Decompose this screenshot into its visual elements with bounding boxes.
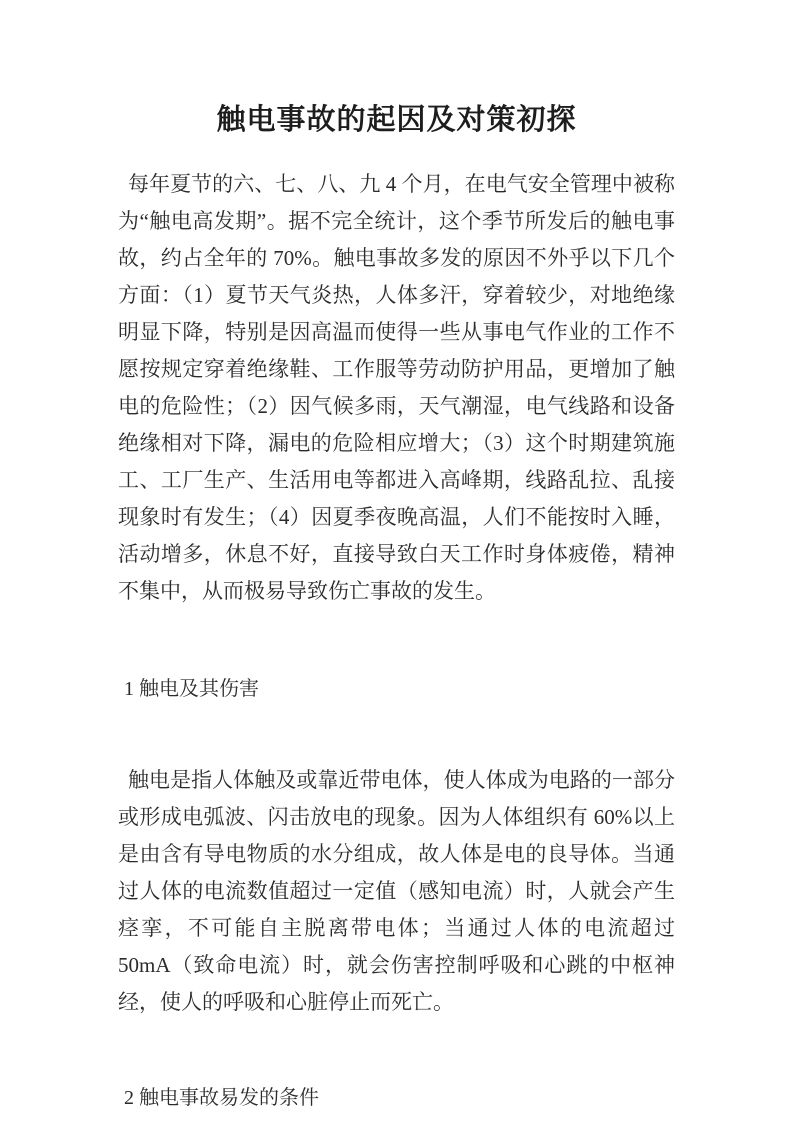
document-body bbox=[0, 166, 793, 1113]
section-heading-2-accident-prone-conditions: 2 触电事故易发的条件 bbox=[124, 1087, 319, 1109]
section-heading-1-electric-shock-and-injury: 1 触电及其伤害 bbox=[124, 678, 259, 700]
paragraph-intro-causes: 每年夏节的六、七、八、九 4 个月，在电气安全管理中被称为“触电高发期”。据不完全统计，这个季节所发后的触电事故，约占全年的 70%。触电事故多发的原因不外乎以下几个方面：（1）夏节天气炎热，人体多汗，穿着较少，对地绝缘明显下降，特别是因高温而使得一些从事电气作业的工作不愿按规定穿着绝缘鞋、工作服等劳动防护用品，更增加了触电的危险性；（2）因气候多雨，天气潮湿，电气线路和设备绝缘相对下降，漏电的危险相应增大；（3）这个时期建筑施工、工厂生产、生活用电等都进入高峰期，线路乱拉、乱接现象时有发生；（4）因夏季夜晚高温，人们不能按时入睡，活动增多，休息不好，直接导致白天工作时身体疲倦，精神不集中，从而极易导致伤亡事故的发生。 bbox=[118, 172, 675, 603]
document-title: 触电事故的起因及对策初探 bbox=[216, 104, 577, 136]
paragraph-electric-shock-definition: 触电是指人体触及或靠近带电体，使人体成为电路的一部分或形成电弧波、闪击放电的现象。因为人体组织有 60%以上是由含有导电物质的水分组成，故人体是电的良导体。当通过人体的电流数值超过一定值（感知电流）时，人就会产生痉挛，不可能自主脱离带电体；当通过人体的电流超过 50mA（致命电流）时，就会伤害控制呼吸和心跳的中枢神经，使人的呼吸和心脏停止而死亡。 bbox=[118, 768, 675, 1014]
